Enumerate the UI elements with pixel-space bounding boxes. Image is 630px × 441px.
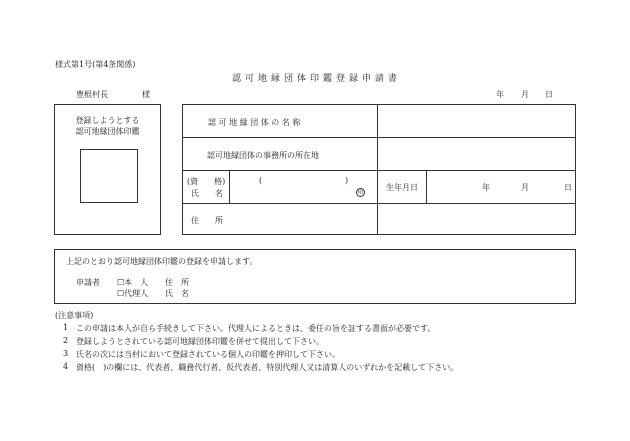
row-divider	[183, 170, 575, 171]
notes-heading: (注意事項)	[55, 311, 94, 320]
seal-box-label-1: 登録しようとする	[75, 116, 140, 125]
note-text: 資格( )の欄には、代表者、職務代行者、仮代表者、特別代理人又は清算人のいずれかを記載して下さい。	[76, 363, 459, 372]
birth-day-label: 日	[564, 183, 572, 192]
seal-box-label-2: 認可地縁団体印鑑	[75, 127, 140, 136]
note-text: 登録しようとされている認可地縁団体印鑑を併せて提出して下さい。	[76, 337, 324, 346]
column-divider	[377, 105, 378, 171]
form-title: 認可地縁団体印鑑登録申請書	[232, 74, 402, 84]
row-divider	[183, 137, 575, 138]
note-number: 2	[63, 336, 69, 345]
option-agent-field-label: 氏 名	[165, 289, 189, 298]
date-month-label: 月	[521, 90, 529, 99]
info-table	[182, 104, 576, 235]
role-paren-open: (	[259, 176, 263, 185]
birth-date-label: 生年月日	[386, 183, 418, 192]
office-address-field[interactable]	[383, 150, 571, 162]
group-name-label: 認 可 地 縁 団 体 の 名 称	[208, 118, 301, 127]
birth-month-label: 月	[521, 183, 529, 192]
option-agent-checkbox[interactable]: ☐代理人	[117, 289, 149, 298]
application-box	[54, 249, 576, 304]
address-label: 住 所	[191, 216, 223, 225]
column-divider	[377, 170, 378, 235]
note-text: この申請は本人が自ら手続きして下さい。代理人によるときは、委任の旨を証する書面が必要です。	[76, 324, 436, 333]
seal-mark-icon: 印	[357, 189, 364, 196]
column-divider	[426, 170, 427, 204]
role-label: (資 格)	[187, 177, 226, 186]
note-number: 4	[63, 362, 69, 371]
note-text: 氏名の次には当村において登録されている個人の印鑑を押印して下さい。	[76, 350, 340, 359]
office-address-label: 認可地縁団体の事務所の所在地	[207, 151, 319, 160]
column-divider	[229, 170, 230, 204]
addressee: 豊根村長	[76, 90, 108, 99]
addressee-honorific: 様	[142, 90, 150, 99]
note-number: 3	[63, 349, 69, 358]
form-number: 様式第1号(第4条関係)	[55, 60, 136, 69]
seal-impression-area[interactable]	[80, 149, 138, 203]
date-year-label: 年	[496, 90, 504, 99]
option-self-field-label: 住 所	[165, 278, 189, 287]
group-name-field[interactable]	[383, 117, 571, 129]
name-label: 氏 名	[191, 189, 223, 198]
application-statement: 上記のとおり認可地縁団体印鑑の登録を申請します。	[66, 257, 258, 266]
applicant-label: 申請者	[76, 278, 100, 287]
role-paren-close: )	[345, 176, 349, 185]
option-self-checkbox[interactable]: ☐本 人	[117, 278, 149, 287]
row-divider	[183, 203, 575, 204]
note-number: 1	[63, 323, 69, 332]
date-day-label: 日	[545, 90, 553, 99]
birth-year-label: 年	[482, 183, 490, 192]
seal-box	[54, 104, 161, 235]
